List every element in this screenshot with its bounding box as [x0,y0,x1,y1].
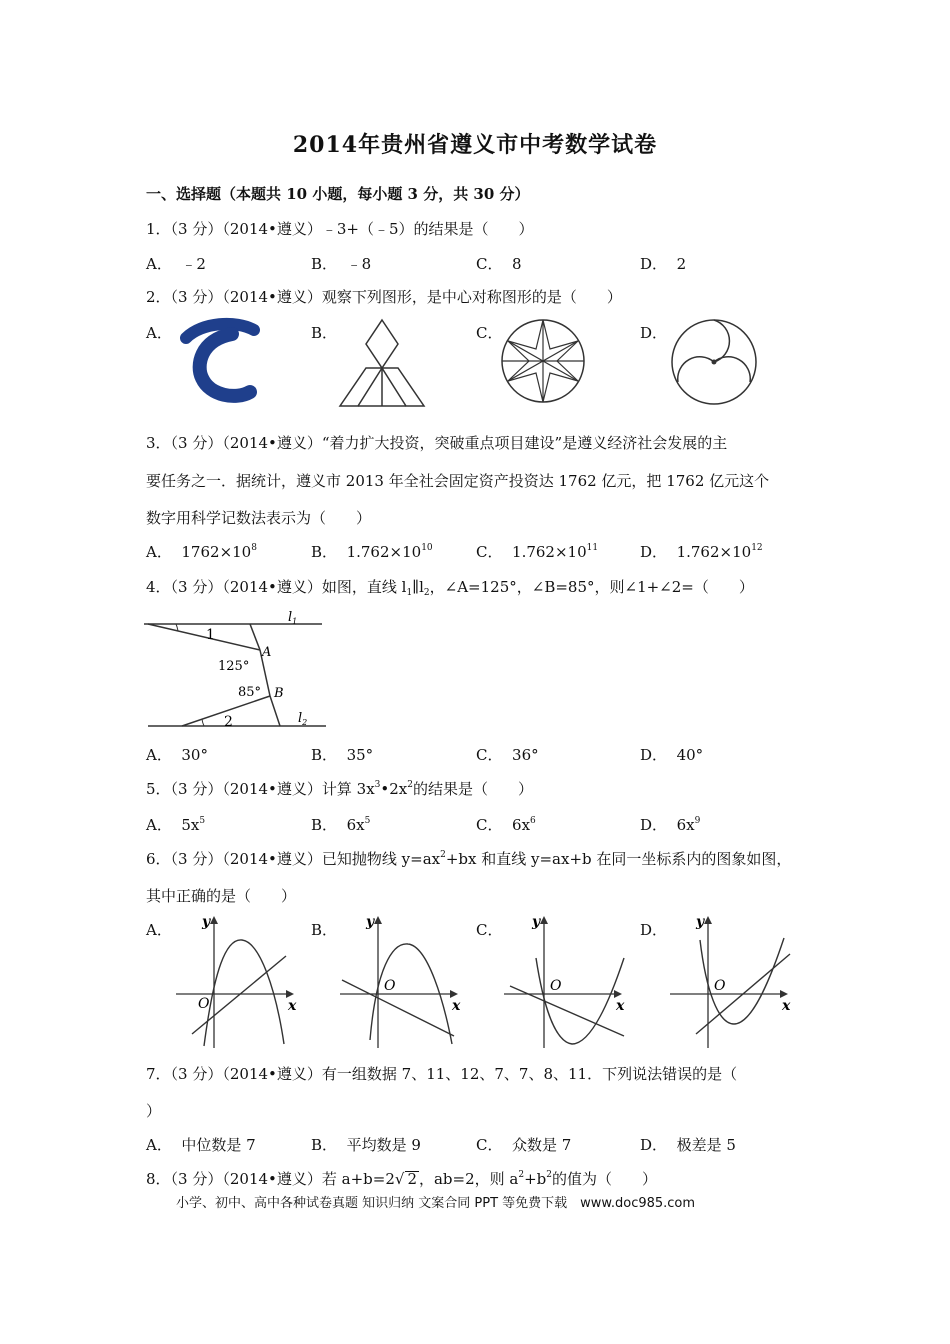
q1-option-a-label: A． [146,255,172,273]
q8-exp-1: 2 [518,1170,525,1180]
q4-sub-2: 2 [423,588,430,598]
q6-a-x-label: x [288,998,297,1014]
question-6-line-1 [146,848,791,869]
q8-post: 的值为（ ） [552,1170,658,1188]
q5-post: 的结果是（ ） [412,780,533,798]
question-3-line-1: 3．（3 分）（2014•遵义）“着力扩大投资，突破重点项目建设”是遵义经济社会发展的主 [146,434,728,452]
q5-option-b-exp: 5 [364,816,371,826]
q3-option-d [640,541,763,562]
q8-radicand: 2 [407,1170,417,1188]
q3-option-b-base: 1.762×10 [346,543,422,561]
q1-source: （2014•遵义） [222,220,322,238]
q4-mid: ∥l [412,578,424,596]
q8-mid: ，ab=2，则 a [418,1170,519,1188]
q3-option-d-exp: 12 [751,543,763,553]
q3-option-b [311,541,433,562]
q1-option-c-label: C． [476,255,503,273]
question-3-line-3: 数字用科学记数法表示为（ ） [146,509,372,527]
q8-pre: 8．（3 分）（2014•遵义）若 a+b=2 [146,1170,395,1188]
q3-option-b-exp: 10 [421,543,433,553]
q5-option-c-base: 6x [512,816,531,834]
question-6-line-2: 其中正确的是（ ） [146,887,297,905]
q7-option-b-label: B． [311,1136,338,1154]
q6-b-x-label: x [452,998,461,1014]
fig-angle-1-label: 1 [206,627,215,643]
q6-d-origin-label: O [714,978,726,994]
section-heading: 一、选择题（本题共 10 小题，每小题 3 分，共 30 分） [146,185,530,203]
q2-source: （2014•遵义） [222,288,322,306]
q6-graph-b [336,910,472,1052]
q1-option-c-text: 8 [512,255,522,273]
q6-graph-d [666,910,802,1052]
q3-option-b-label: B． [311,543,338,561]
q7-option-c-label: C． [476,1136,503,1154]
fig-point-a-label: A [262,645,272,660]
q8-plus: +b [524,1170,547,1188]
q5-option-a-exp: 5 [199,816,206,826]
q1-option-b-text: ﹣8 [346,255,372,273]
q4-option-c [476,744,539,765]
question-2 [146,286,622,307]
q3-option-c-exp: 11 [586,543,599,553]
q6-b-origin-label: O [384,978,396,994]
q4-option-d-label: D． [640,746,668,764]
q8-sqrt-sign: √ [394,1170,405,1188]
page-title: 2014年贵州省遵义市中考数学试卷 [292,132,658,158]
q2-option-d-label: D． [640,324,668,342]
q2-figure-a-logo [172,316,262,404]
question-1 [146,218,534,239]
q5-exp-1: 3 [374,780,381,790]
q8-exp-2: 2 [546,1170,552,1180]
fig-angle-2-label: 2 [224,714,233,730]
q4-option-d-text: 40° [676,746,704,764]
question-7-line-1: 7．（3 分）（2014•遵义）有一组数据 7、11、12、7、7、8、11．下列说法错误的是（ [146,1065,738,1083]
q5-option-b-label: B． [311,816,338,834]
fig-l2-label: $l_2$ [298,711,308,727]
q5-option-c-exp: 6 [530,816,536,826]
question-8 [146,1168,657,1189]
q4-option-d [640,744,703,765]
q5-option-b-base: 6x [346,816,365,834]
q3-option-d-base: 1.762×10 [676,543,752,561]
q6-exp: 2 [440,850,446,860]
q6-graph-c [500,910,636,1052]
q3-option-a-exp: 8 [251,543,257,553]
q2-option-c-label: C． [476,324,503,342]
q5-option-d-exp: 9 [694,816,701,826]
q5-mid: •2x [380,780,408,798]
q4-option-b-label: B． [311,746,338,764]
q5-option-b [311,814,370,835]
q6-option-b-label: B． [311,921,338,939]
fig-point-b-label: B [274,686,284,701]
q5-option-c [476,814,536,835]
q4-sub-1: 1 [406,588,413,598]
q6-c-origin-label: O [550,978,562,994]
q4-figure-parallel-lines [142,604,334,734]
q5-exp-2: 2 [407,780,413,790]
q1-option-c [476,253,522,274]
q1-score: （3 分） [170,220,223,238]
q1-option-d-text: 2 [676,255,687,273]
q5-option-d [640,814,700,835]
q1-text: ﹣3+（﹣5）的结果是（ ） [321,220,534,238]
q2-figure-b-rhombi [336,318,428,410]
q6-d-y-label: y [696,914,705,930]
q3-option-c [476,541,598,562]
q5-option-d-base: 6x [676,816,695,834]
q4-option-a [146,744,208,765]
fig-l1-label: $l_1$ [288,610,298,626]
q1-option-d [640,253,686,274]
footer-watermark: 小学、初中、高中各种试卷真题 知识归纳 文案合同 PPT 等免费下载 www.doc985.com [176,1196,696,1211]
q7-option-a-text: 中位数是 7 [181,1136,256,1154]
q7-option-b [311,1134,421,1155]
q5-option-a-label: A． [146,816,172,834]
q7-option-b-text: 平均数是 9 [346,1136,421,1154]
q5-option-a [146,814,205,835]
q6-c-x-label: x [616,998,625,1014]
q7-option-c-text: 众数是 7 [512,1136,572,1154]
q3-option-d-label: D． [640,543,668,561]
q5-option-c-label: C． [476,816,503,834]
q7-option-a-label: A． [146,1136,172,1154]
q5-pre: 5．（3 分）（2014•遵义）计算 3x [146,780,375,798]
q2-figure-c-star [498,316,588,406]
q6-a-y-label: y [202,914,211,930]
q6-b-y-label: y [366,914,375,930]
q5-option-d-label: D． [640,816,668,834]
q3-option-a [146,541,257,562]
question-3-line-2: 要任务之一．据统计，遵义市 2013 年全社会固定资产投资达 1762 亿元，把 1762 亿元这个 [146,472,770,490]
question-7-line-2: ） [146,1102,162,1120]
q2-option-a-label: A． [146,324,172,342]
q4-option-c-text: 36° [512,746,539,764]
q4-option-a-label: A． [146,746,172,764]
q2-num: 2． [146,288,171,306]
q4-option-b [311,744,373,765]
q7-option-d-label: D． [640,1136,668,1154]
q2-figure-d-circle-arcs [668,316,760,408]
q6-post: +bx 和直线 y=ax+b 在同一坐标系内的图象如图， [445,850,792,868]
q7-option-d-text: 极差是 5 [676,1136,736,1154]
q3-option-a-label: A． [146,543,172,561]
q6-option-c-label: C． [476,921,503,939]
q3-option-c-base: 1.762×10 [512,543,587,561]
q2-option-b-label: B． [311,324,338,342]
q7-option-c [476,1134,571,1155]
q1-num: 1． [146,220,171,238]
q1-option-b-label: B． [311,255,338,273]
q2-score: （3 分） [170,288,223,306]
q6-option-d-label: D． [640,921,668,939]
q6-option-a-label: A． [146,921,172,939]
question-4 [146,576,754,597]
q4-option-c-label: C． [476,746,503,764]
q3-option-a-base: 1762×10 [181,543,252,561]
q1-option-d-label: D． [640,255,668,273]
q6-d-x-label: x [782,998,791,1014]
question-5 [146,778,533,799]
q7-option-a [146,1134,256,1155]
q1-option-a-text: ﹣2 [181,255,206,273]
fig-angle-85-label: 85° [238,685,262,700]
q3-option-c-label: C． [476,543,503,561]
q2-text: 观察下列图形，是中心对称图形的是（ ） [321,288,622,306]
q6-a-origin-label: O [198,996,210,1012]
fig-angle-125-label: 125° [218,659,250,674]
q4-option-b-text: 35° [346,746,374,764]
q6-graph-a [172,910,308,1052]
q4-pre: 4．（3 分）（2014•遵义）如图，直线 l [146,578,407,596]
q6-c-y-label: y [532,914,541,930]
q1-option-a [146,253,206,274]
q6-pre: 6．（3 分）（2014•遵义）已知抛物线 y=ax [146,850,441,868]
q1-option-b [311,253,371,274]
q7-option-d [640,1134,736,1155]
q4-option-a-text: 30° [181,746,208,764]
q4-post: ，∠A=125°，∠B=85°，则∠1+∠2=（ ） [429,578,754,596]
q5-option-a-base: 5x [181,816,200,834]
